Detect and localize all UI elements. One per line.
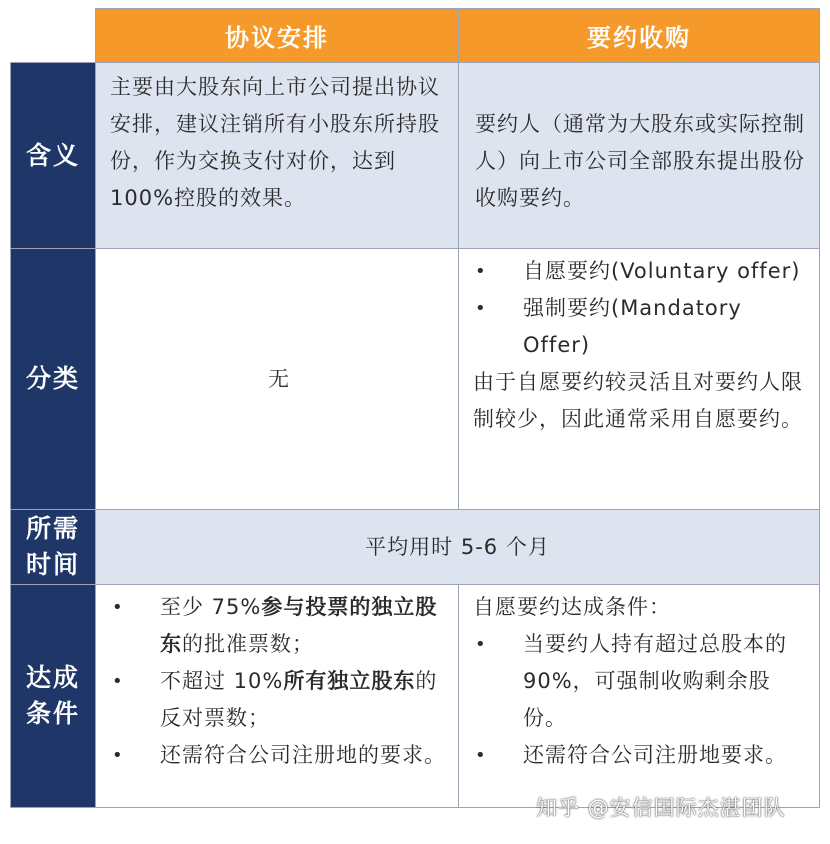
list-item: • 当要约人持有超过总股本的90%，可强制收购剩余股份。 (463, 626, 811, 737)
header-col-tender-offer (458, 8, 820, 63)
conditions-agreement-list (100, 589, 452, 774)
row-label-conditions-line2: 条件 (25, 699, 80, 728)
cell-meaning-tender (458, 62, 820, 249)
header-col-agreement-label: 协议安排 (225, 24, 329, 52)
row-label-conditions-line1: 达成 (25, 663, 80, 692)
row-label-meaning (10, 62, 96, 249)
category-tender-note: 由于自愿要约较灵活且对要约人限制较少，因此通常采用自愿要约。 (473, 370, 803, 431)
cell-category-tender (458, 248, 820, 510)
row-label-meaning-text: 含义 (25, 140, 80, 170)
cell-category-agreement (95, 248, 459, 510)
list-item: • 还需符合公司注册地要求。 (463, 737, 811, 774)
list-item: • 至少 75%参与投票的独立股东的批准票数； (100, 589, 452, 663)
meaning-tender-text: 要约人（通常为大股东或实际控制人）向上市公司全部股东提出股份收购要约。 (475, 112, 805, 210)
category-agreement-value: 无 (268, 366, 290, 391)
row-label-time-line1: 所需 (25, 514, 80, 543)
row-label-category (10, 248, 96, 510)
cell-time-merged (95, 509, 820, 585)
list-item: • 还需符合公司注册地的要求。 (100, 737, 452, 774)
cell-meaning-agreement (95, 62, 459, 249)
watermark: 知乎 @安信国际杰湛团队 (536, 796, 786, 820)
header-col-tender-offer-label: 要约收购 (587, 24, 691, 52)
category-tender-list (463, 253, 811, 364)
cell-conditions-tender (458, 584, 820, 808)
header-col-agreement (95, 8, 459, 63)
conditions-tender-list (463, 626, 811, 774)
list-item: • 不超过 10%所有独立股东的反对票数； (100, 663, 452, 737)
row-label-time-line2: 时间 (25, 550, 80, 579)
cell-conditions-agreement (95, 584, 459, 808)
time-value: 平均用时 5-6 个月 (365, 534, 550, 559)
row-label-conditions (10, 584, 96, 808)
list-item: • 强制要约(Mandatory Offer) (463, 290, 811, 364)
conditions-tender-intro: 自愿要约达成条件： (473, 595, 671, 619)
row-label-category-text: 分类 (25, 364, 80, 393)
row-label-time (10, 509, 96, 585)
list-item: • 自愿要约(Voluntary offer) (463, 253, 811, 290)
meaning-agreement-text: 主要由大股东向上市公司提出协议安排，建议注销所有小股东所持股份，作为交换支付对价，达到100%控股的效果。 (110, 75, 440, 210)
